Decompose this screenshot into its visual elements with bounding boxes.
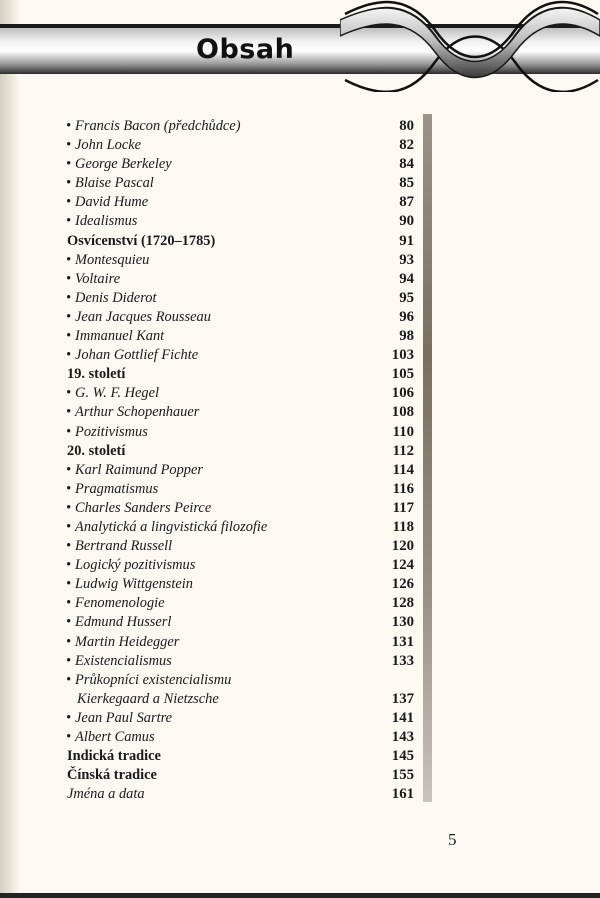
toc-entry-text: Martin Heidegger	[75, 633, 180, 650]
toc-entry	[66, 174, 416, 193]
bullet-icon: •	[66, 595, 72, 612]
toc-entry-title	[66, 117, 240, 136]
toc-entry	[66, 308, 416, 327]
bullet-icon: •	[66, 137, 72, 154]
toc-entry-title	[66, 155, 172, 174]
toc-entry-page: 84	[399, 156, 414, 173]
toc-entry-title	[66, 136, 141, 155]
toc-entry	[66, 518, 416, 537]
toc-entry-page: 124	[391, 557, 414, 574]
toc-entry	[66, 671, 416, 709]
toc-entry	[66, 594, 416, 613]
toc-entry-text: Osvícenství (1720–1785)	[67, 232, 216, 249]
bullet-icon: •	[66, 328, 72, 345]
toc-entry-text: Indická tradice	[67, 748, 161, 765]
toc-entry-text: Denis Diderot	[75, 289, 157, 306]
toc-entry-title	[66, 212, 137, 231]
toc-entry-text: Voltaire	[75, 270, 121, 287]
toc-entry	[66, 766, 416, 785]
bullet-icon: •	[66, 538, 72, 555]
toc-entry-page: 128	[391, 595, 414, 612]
bullet-icon: •	[66, 614, 72, 631]
toc-entry-page: 117	[392, 499, 414, 516]
toc-entry-title	[67, 747, 161, 766]
bullet-icon: •	[66, 480, 72, 497]
toc-entry-title	[66, 499, 211, 518]
toc-entry-text: Fenomenologie	[75, 595, 165, 612]
toc-entry	[66, 403, 416, 422]
toc-entry	[66, 251, 416, 270]
toc-entry-text: Čínská tradice	[67, 767, 157, 784]
toc-entry-page: 126	[391, 576, 414, 593]
toc-entry	[66, 423, 416, 442]
toc-entry	[66, 652, 416, 671]
toc-entry-title	[66, 518, 267, 537]
toc-entry-page: 131	[391, 633, 414, 650]
toc-entry	[66, 384, 416, 403]
toc-entry-page: 133	[391, 652, 414, 669]
toc-entry-title	[67, 785, 145, 804]
toc-entry	[66, 155, 416, 174]
bullet-icon: •	[66, 175, 72, 192]
bullet-icon: •	[66, 518, 72, 535]
toc-entry-text: Francis Bacon (předchůdce)	[75, 118, 241, 134]
book-spine-shadow	[0, 0, 20, 898]
toc-entry-title	[66, 346, 198, 365]
toc-entry-text: Ludwig Wittgenstein	[75, 576, 193, 593]
toc-entry-page: 114	[392, 461, 414, 478]
bullet-icon: •	[66, 385, 72, 402]
page-title: Obsah	[196, 34, 295, 65]
toc-entry-text: John Locke	[75, 137, 141, 154]
toc-entry	[66, 270, 416, 289]
toc-entry-text: Logický pozitivismus	[75, 557, 196, 574]
toc-entry-text: Karl Raimund Popper	[75, 461, 203, 478]
toc-entry-text-line2: Kierkegaard a Nietzsche	[77, 690, 219, 707]
page-number: 5	[448, 830, 457, 849]
toc-entry-title	[66, 174, 154, 193]
bullet-icon: •	[66, 118, 72, 134]
toc-entry	[66, 365, 416, 384]
toc-entry-page: 116	[392, 480, 414, 497]
toc-entry-text: Existencialismus	[75, 652, 172, 669]
toc-entry-page: 94	[399, 270, 414, 287]
toc-entry-page: 161	[391, 786, 414, 803]
toc-entry-title	[67, 365, 125, 384]
toc-entry	[66, 327, 416, 346]
bottom-edge	[0, 893, 600, 898]
toc-entry-page: 120	[391, 538, 414, 555]
bullet-icon: •	[66, 729, 72, 745]
bullet-icon: •	[66, 633, 72, 650]
toc-entry	[66, 442, 416, 461]
toc-entry-title	[66, 556, 195, 575]
toc-entry	[66, 289, 416, 308]
toc-entry	[66, 499, 416, 518]
toc-entry-page: 110	[392, 423, 414, 440]
toc-entry	[66, 728, 416, 747]
toc-entry-page: 141	[391, 709, 414, 726]
toc-entry-page: 155	[391, 767, 414, 784]
toc-entry-text: Edmund Husserl	[75, 614, 172, 631]
toc-entry-title	[66, 480, 158, 499]
bullet-icon: •	[66, 404, 72, 421]
toc-entry-page: 137	[391, 690, 414, 707]
toc-entry	[66, 212, 416, 231]
bullet-icon: •	[66, 194, 72, 211]
toc-entry-page: 80	[399, 118, 414, 134]
toc-entry-title	[67, 232, 215, 251]
toc-entry-page: 85	[399, 175, 414, 192]
toc-entry-title	[66, 633, 179, 652]
vertical-accent-bar	[423, 114, 432, 802]
toc-entry-title	[66, 289, 156, 308]
toc-entry-text: Immanuel Kant	[75, 328, 165, 345]
toc-entry	[66, 136, 416, 155]
twisted-ribbon-ornament	[340, 0, 600, 92]
toc-entry-page: 91	[399, 232, 414, 249]
toc-entry-text: Montesquieu	[75, 251, 150, 268]
toc-entry-text: Blaise Pascal	[75, 175, 154, 192]
toc-entry	[66, 480, 416, 499]
toc-entry	[66, 556, 416, 575]
table-of-contents	[66, 117, 416, 804]
bullet-icon: •	[66, 156, 72, 173]
toc-entry-title	[66, 709, 172, 728]
toc-entry-text: Johan Gottlief Fichte	[75, 347, 199, 364]
toc-entry-page: 87	[399, 194, 414, 211]
toc-entry-text: Pragmatismus	[75, 480, 159, 497]
toc-entry	[66, 633, 416, 652]
toc-entry	[66, 613, 416, 632]
toc-entry-title	[66, 652, 172, 671]
toc-entry-text: Jména a data	[67, 786, 145, 803]
toc-entry-text: Analytická a lingvistická filozofie	[75, 518, 268, 535]
toc-entry-page: 105	[391, 366, 414, 383]
toc-entry	[66, 193, 416, 212]
bullet-icon: •	[66, 671, 72, 688]
bullet-icon: •	[66, 347, 72, 364]
toc-entry-text: 19. století	[67, 366, 126, 383]
toc-entry-page: 108	[391, 404, 414, 421]
toc-entry-page: 145	[391, 748, 414, 765]
toc-entry-page: 95	[399, 289, 414, 306]
toc-entry	[66, 117, 416, 136]
toc-entry-page: 98	[399, 328, 414, 345]
toc-entry-title	[66, 193, 148, 212]
toc-entry	[66, 747, 416, 766]
bullet-icon: •	[66, 308, 72, 325]
toc-entry	[66, 575, 416, 594]
toc-entry	[66, 537, 416, 556]
toc-entry-title	[66, 594, 165, 613]
toc-entry-text: 20. století	[67, 442, 126, 459]
bullet-icon: •	[66, 652, 72, 669]
toc-entry-title	[66, 575, 193, 594]
toc-entry-page: 96	[399, 308, 414, 325]
toc-entry-title	[66, 537, 172, 556]
bullet-icon: •	[66, 576, 72, 593]
toc-entry-text: Pozitivismus	[75, 423, 148, 440]
bullet-icon: •	[66, 251, 72, 268]
toc-entry-title	[66, 403, 199, 422]
toc-entry-text: Arthur Schopenhauer	[75, 404, 200, 421]
toc-entry-title	[66, 728, 155, 747]
toc-entry-page: 90	[399, 213, 414, 230]
bullet-icon: •	[66, 423, 72, 440]
toc-entry-page: 93	[399, 251, 414, 268]
bullet-icon: •	[66, 213, 72, 230]
toc-entry-page: 112	[392, 442, 414, 459]
toc-entry	[66, 785, 416, 804]
toc-entry-text: Charles Sanders Peirce	[75, 499, 212, 516]
bullet-icon: •	[66, 289, 72, 306]
toc-entry-title	[66, 308, 211, 327]
toc-entry-title	[66, 270, 120, 289]
bullet-icon: •	[66, 557, 72, 574]
toc-entry	[66, 461, 416, 480]
toc-entry	[66, 232, 416, 251]
toc-entry-page: 103	[391, 347, 414, 364]
toc-entry-text: Idealismus	[75, 213, 138, 230]
toc-entry-page: 82	[399, 137, 414, 154]
bullet-icon: •	[66, 499, 72, 516]
toc-entry-page: 106	[391, 385, 414, 402]
toc-entry-title	[67, 766, 157, 785]
toc-entry-page: 130	[391, 614, 414, 631]
bullet-icon: •	[66, 270, 72, 287]
toc-entry-text: Jean Jacques Rousseau	[75, 308, 211, 325]
toc-entry-text: David Hume	[75, 194, 149, 211]
toc-entry-title	[66, 613, 171, 632]
toc-entry-title	[66, 671, 231, 709]
toc-entry-text: Albert Camus	[75, 729, 155, 745]
toc-entry-text: G. W. F. Hegel	[75, 385, 159, 402]
toc-entry-page: 118	[392, 518, 414, 535]
toc-entry-text: George Berkeley	[75, 156, 172, 173]
toc-entry-title	[66, 327, 164, 346]
toc-entry-title	[66, 461, 203, 480]
toc-entry-page: 143	[391, 729, 414, 745]
toc-entry-title	[66, 384, 159, 403]
toc-entry-text: Bertrand Russell	[75, 538, 173, 555]
toc-entry-title	[67, 442, 125, 461]
bullet-icon: •	[66, 709, 72, 726]
toc-entry-text: Průkopníci existencialismu	[75, 671, 232, 688]
bullet-icon: •	[66, 461, 72, 478]
toc-entry-text: Jean Paul Sartre	[75, 709, 173, 726]
toc-entry	[66, 346, 416, 365]
toc-entry-title	[66, 251, 149, 270]
toc-entry-title	[66, 423, 148, 442]
toc-entry	[66, 709, 416, 728]
